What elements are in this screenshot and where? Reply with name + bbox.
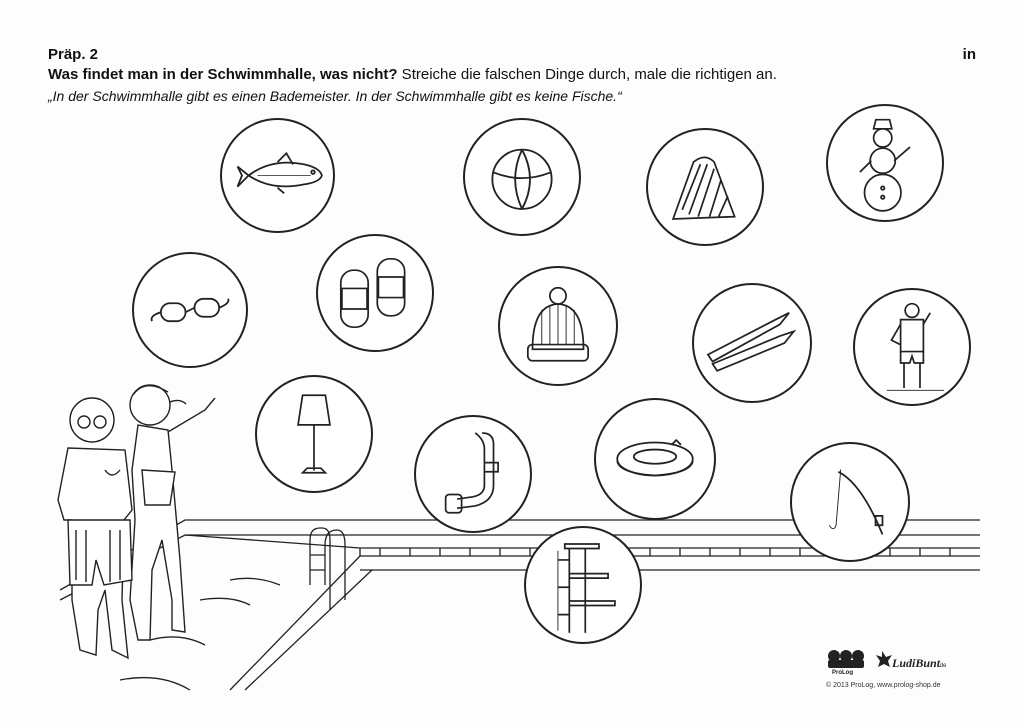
item-floor-lamp[interactable] (255, 375, 373, 493)
ludibunt-label: LudiBunt (892, 656, 941, 670)
item-diving-tower[interactable] (524, 526, 642, 644)
instruction-task: Streiche die falschen Dinge durch, male die richtigen an. (397, 66, 777, 83)
item-pencils[interactable] (692, 283, 812, 403)
item-fishing-rod[interactable] (790, 442, 910, 562)
page-title: Präp. 2 (48, 46, 99, 63)
item-fish[interactable] (220, 118, 335, 233)
beach-ball-icon (465, 120, 579, 234)
ludibunt-logo (876, 651, 947, 670)
item-swim-ring[interactable] (594, 398, 716, 520)
item-beach-ball[interactable] (463, 118, 581, 236)
ludibunt-suffix: .de (938, 663, 947, 669)
item-slippers[interactable] (316, 234, 434, 352)
slippers-icon (318, 236, 432, 350)
fishing-rod-icon (792, 444, 908, 560)
item-knit-hat[interactable] (498, 266, 618, 386)
snowman-icon (828, 106, 942, 220)
example-sentence: „In der Schwimmhalle gibt es einen Bademeister. In der Schwimmhalle gibt es keine Fische.“ (48, 88, 622, 104)
instruction-question: Was findet man in der Schwimmhalle, was nicht? (48, 66, 398, 83)
towel-icon (648, 130, 762, 244)
item-snorkel[interactable] (414, 415, 532, 533)
item-swim-goggles[interactable] (132, 252, 248, 368)
floor-lamp-icon (257, 377, 371, 491)
item-snowman[interactable] (826, 104, 944, 222)
knit-hat-icon (500, 268, 616, 384)
publisher-logos (826, 645, 956, 675)
diving-tower-icon (526, 528, 640, 642)
children-illustration (58, 385, 215, 658)
pencils-icon (694, 285, 810, 401)
level-label: in (962, 46, 976, 63)
copyright-text: © 2013 ProLog, www.prolog-shop.de (826, 682, 941, 689)
swim-goggles-icon (134, 254, 246, 366)
swim-ring-icon (596, 400, 714, 518)
prolog-label: ProLog (832, 670, 853, 675)
lifeguard-icon (855, 290, 969, 404)
item-towel[interactable] (646, 128, 764, 246)
prolog-logo (828, 650, 864, 668)
fish-icon (222, 120, 333, 231)
snorkel-icon (416, 417, 530, 531)
item-lifeguard[interactable] (853, 288, 971, 406)
